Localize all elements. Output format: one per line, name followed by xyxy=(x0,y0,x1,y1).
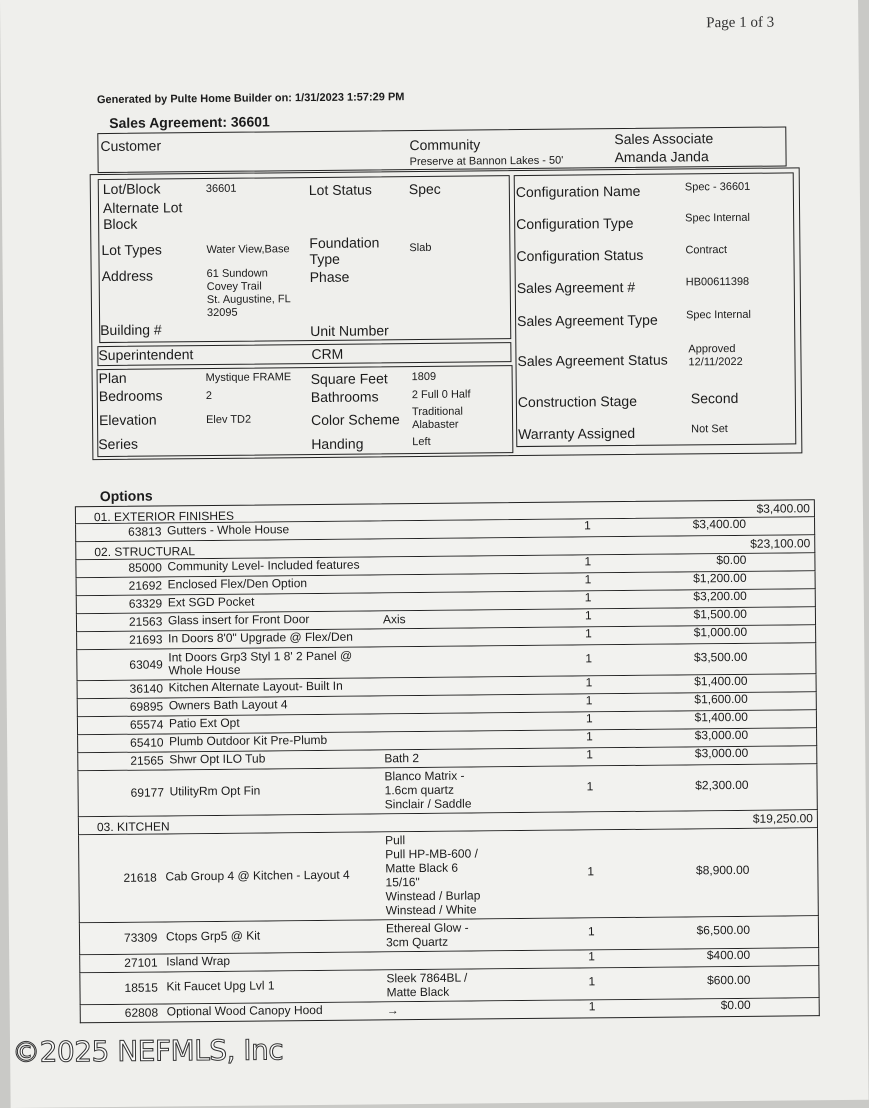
section-name: 01. EXTERIOR FINISHES xyxy=(93,508,235,525)
option-price: $3,000.00 xyxy=(694,745,749,761)
option-description: Kitchen Alternate Layout- Built In xyxy=(168,678,343,695)
construction-stage-value: Second xyxy=(690,389,739,407)
option-description: Community Level- Included features xyxy=(167,557,360,574)
option-description: Ctops Grp5 @ Kit xyxy=(165,928,261,944)
option-description: In Doors 8'0" Upgrade @ Flex/Den xyxy=(168,629,354,646)
section-total: $3,400.00 xyxy=(756,501,810,516)
community-label: Community xyxy=(409,136,481,154)
option-note: Axis xyxy=(382,612,406,627)
option-price: $1,000.00 xyxy=(693,624,748,640)
option-price: $3,500.00 xyxy=(693,649,748,664)
option-description: Ext SGD Pocket xyxy=(167,594,255,610)
warranty-label: Warranty Assigned xyxy=(518,424,636,443)
option-price: $400.00 xyxy=(706,947,751,963)
customer-box xyxy=(97,126,786,173)
option-quantity: 1 xyxy=(584,608,592,623)
option-code: 21693 xyxy=(129,632,163,647)
option-code: 65574 xyxy=(129,717,164,732)
option-price: $1,200.00 xyxy=(693,570,747,586)
option-quantity: 1 xyxy=(587,924,595,939)
option-description: Kit Faucet Upg Lvl 1 xyxy=(166,978,275,994)
config-name-value: Spec - 36601 xyxy=(684,180,751,194)
square-feet-label: Square Feet xyxy=(310,370,388,388)
sa-number-label: Sales Agreement # xyxy=(516,278,636,297)
option-code: 21563 xyxy=(128,614,163,629)
config-status-value: Contract xyxy=(685,244,728,257)
option-quantity: 1 xyxy=(588,974,596,989)
option-price: $1,400.00 xyxy=(694,709,748,725)
bedrooms-label: Bedrooms xyxy=(98,387,163,405)
option-code: 21692 xyxy=(128,578,163,593)
option-code: 27101 xyxy=(124,955,158,970)
option-note: Pull Pull HP-MB-600 / Matte Black 6 15/16" Winstead / Burlap Winstead / White xyxy=(385,833,481,918)
option-quantity: 1 xyxy=(585,675,593,690)
foundation-type-label: Foundation Type xyxy=(309,234,380,268)
option-description: Patio Ext Opt xyxy=(168,715,240,731)
handing-value: Left xyxy=(412,435,431,449)
bathrooms-label: Bathrooms xyxy=(310,388,379,406)
option-quantity: 1 xyxy=(584,554,592,569)
plan-box xyxy=(97,365,514,457)
option-code: 63813 xyxy=(128,524,162,539)
crm-label: CRM xyxy=(311,345,344,363)
options-heading: Options xyxy=(99,487,153,505)
option-code: 65410 xyxy=(130,735,164,750)
watermark: ©2025 NEFMLS, Inc xyxy=(11,1033,284,1069)
option-row xyxy=(77,764,817,817)
option-description: Enclosed Flex/Den Option xyxy=(167,576,308,592)
bathrooms-value: 2 Full 0 Half xyxy=(411,388,471,402)
alternate-lot-block-label: Alternate Lot Block xyxy=(102,199,183,233)
option-description: Glass insert for Front Door xyxy=(167,612,310,628)
config-status-label: Configuration Status xyxy=(516,246,644,265)
option-quantity: 1 xyxy=(584,590,592,605)
section-total: $19,250.00 xyxy=(752,811,813,826)
option-quantity: 1 xyxy=(586,729,593,744)
option-price: $8,900.00 xyxy=(695,862,750,878)
option-code: 62808 xyxy=(124,1005,159,1020)
option-price: $1,600.00 xyxy=(694,691,748,707)
construction-stage-label: Construction Stage xyxy=(517,392,638,411)
option-quantity: 1 xyxy=(584,572,592,587)
superintendent-box xyxy=(97,342,511,366)
config-type-label: Configuration Type xyxy=(516,214,634,233)
sa-type-value: Spec Internal xyxy=(686,308,751,322)
sa-type-label: Sales Agreement Type xyxy=(517,311,658,330)
sales-associate-label: Sales Associate xyxy=(614,130,714,148)
sa-status-value: Approved 12/11/2022 xyxy=(688,342,743,369)
option-code: 85000 xyxy=(128,560,162,575)
section-name: 02. STRUCTURAL xyxy=(94,544,196,560)
option-quantity: 1 xyxy=(585,650,593,665)
option-note: Bath 2 xyxy=(384,751,420,766)
option-note: Sleek 7864BL / Matte Black xyxy=(386,970,468,1000)
option-description: Optional Wood Canopy Hood xyxy=(166,1002,323,1019)
sa-number-value: HB00611398 xyxy=(685,275,750,289)
option-row xyxy=(78,828,819,923)
option-description: Owners Bath Layout 4 xyxy=(168,697,288,713)
foundation-type-value: Slab xyxy=(409,241,432,255)
option-price: $6,500.00 xyxy=(696,922,751,938)
lot-status-label: Lot Status xyxy=(308,181,372,199)
config-type-value: Spec Internal xyxy=(685,211,751,225)
address-label: Address xyxy=(101,267,154,285)
option-quantity: 1 xyxy=(585,693,593,708)
option-code: 69177 xyxy=(130,785,165,800)
plan-value: Mystique FRAME xyxy=(205,371,292,385)
option-price: $1,500.00 xyxy=(693,606,747,622)
option-price: $3,400.00 xyxy=(692,516,747,532)
option-quantity: 1 xyxy=(586,747,594,762)
customer-label: Customer xyxy=(100,137,162,155)
sales-agreement-title: Sales Agreement: 36601 xyxy=(109,113,270,131)
bedrooms-value: 2 xyxy=(205,389,212,403)
option-quantity: 1 xyxy=(588,949,595,964)
option-code: 21618 xyxy=(123,870,157,885)
option-price: $600.00 xyxy=(706,972,751,988)
elevation-label: Elevation xyxy=(98,411,157,429)
option-note: Blanco Matrix - 1.6cm quartz Sinclair / Saddle xyxy=(384,768,472,812)
option-description: Cab Group 4 @ Kitchen - Layout 4 xyxy=(165,867,350,884)
section-name: 03. KITCHEN xyxy=(96,819,170,835)
elevation-value: Elev TD2 xyxy=(205,413,252,427)
lot-box xyxy=(98,175,512,343)
phase-label: Phase xyxy=(309,268,350,286)
config-name-label: Configuration Name xyxy=(515,182,641,201)
option-code: 18515 xyxy=(124,980,158,995)
color-scheme-label: Color Scheme xyxy=(310,411,400,429)
option-note: Ethereal Glow - 3cm Quartz xyxy=(385,920,469,950)
lot-block-value: 36601 xyxy=(205,182,237,196)
option-quantity: 1 xyxy=(586,779,594,794)
square-feet-value: 1809 xyxy=(411,370,437,384)
sa-status-label: Sales Agreement Status xyxy=(517,351,668,370)
option-code: 73309 xyxy=(123,930,158,945)
option-description: Int Doors Grp3 Styl 1 8' 2 Panel @ Whole House xyxy=(168,648,353,678)
option-description: Gutters - Whole House xyxy=(167,522,290,538)
option-quantity: 1 xyxy=(588,999,596,1014)
plan-label: Plan xyxy=(98,369,127,387)
series-label: Series xyxy=(98,435,139,453)
option-price: $1,400.00 xyxy=(694,673,748,689)
option-price: $3,200.00 xyxy=(693,588,747,604)
community-value: Preserve at Bannon Lakes - 50' xyxy=(409,154,564,169)
option-quantity: 1 xyxy=(585,711,593,726)
option-note: → xyxy=(386,1003,399,1018)
unit-number-label: Unit Number xyxy=(310,322,389,340)
option-quantity: 1 xyxy=(584,518,591,533)
lot-status-value: Spec xyxy=(408,180,441,198)
option-code: 63329 xyxy=(128,596,163,611)
handing-label: Handing xyxy=(311,435,364,453)
color-scheme-value: Traditional Alabaster xyxy=(411,405,463,432)
configuration-box xyxy=(514,172,797,447)
lot-block-label: Lot/Block xyxy=(102,180,161,198)
section-total: $23,100.00 xyxy=(750,536,811,551)
superintendent-label: Superintendent xyxy=(98,346,194,364)
generated-line: Generated by Pulte Home Builder on: 1/31/2023 1:57:29 PM xyxy=(96,91,405,107)
option-description: Island Wrap xyxy=(166,953,231,969)
option-price: $3,000.00 xyxy=(694,727,749,743)
warranty-value: Not Set xyxy=(691,423,728,436)
page-number: Page 1 of 3 xyxy=(706,14,775,32)
option-price: $0.00 xyxy=(716,552,747,568)
building-label: Building # xyxy=(100,321,162,339)
option-price: $2,300.00 xyxy=(695,777,749,793)
option-description: UtilityRm Opt Fin xyxy=(169,783,261,799)
option-code: 36140 xyxy=(129,681,164,696)
option-price: $0.00 xyxy=(720,997,751,1013)
option-code: 21565 xyxy=(130,753,164,768)
option-quantity: 1 xyxy=(587,864,595,879)
option-code: 63049 xyxy=(129,656,163,672)
option-code: 69895 xyxy=(129,699,164,714)
option-description: Plumb Outdoor Kit Pre-Plumb xyxy=(169,732,328,749)
address-value: 61 Sundown Covey Trail St. Augustine, FL 32095 xyxy=(206,267,291,320)
options-table xyxy=(75,499,820,1023)
option-quantity: 1 xyxy=(585,626,592,641)
lot-types-value: Water View,Base xyxy=(206,243,290,257)
sales-associate-value: Amanda Janda xyxy=(614,148,709,166)
option-description: Shwr Opt ILO Tub xyxy=(169,751,266,767)
lot-types-label: Lot Types xyxy=(101,241,162,259)
